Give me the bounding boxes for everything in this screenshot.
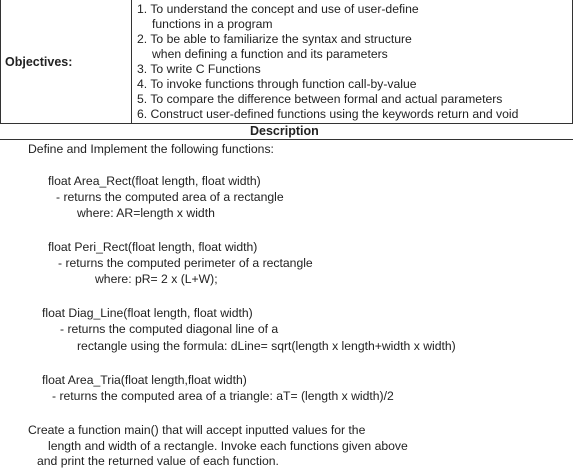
function-2-signature: float Peri_Rect(float length, float width) — [48, 240, 258, 254]
objective-3: 3. To write C Functions — [137, 62, 261, 76]
function-3-signature: float Diag_Line(float length, float width) — [42, 306, 253, 320]
function-1-where: where: AR=length x width — [77, 206, 215, 220]
description-heading: Description — [250, 124, 319, 138]
objective-4: 4. To invoke functions through function call-by-value — [137, 77, 417, 91]
function-3-where: rectangle using the formula: dLine= sqrt(length x length+width x width) — [77, 339, 456, 353]
function-1-signature: float Area_Rect(float length, float width) — [48, 174, 261, 188]
function-3-returns: - returns the computed diagonal line of a — [60, 322, 279, 336]
objective-6: 6. Construct user-defined functions using the keywords return and void — [137, 107, 519, 121]
objective-5: 5. To compare the difference between formal and actual parameters — [137, 92, 503, 106]
function-4-signature: float Area_Tria(float length,float width) — [42, 373, 247, 387]
table-left-border — [0, 0, 1, 124]
description-bottom-border — [0, 139, 573, 140]
function-1-returns: - returns the computed area of a rectangle — [56, 190, 284, 204]
objective-1-line-1: 1. To understand the concept and use of user-define — [137, 2, 419, 16]
objective-2-line-1: 2. To be able to familiarize the syntax and structure — [137, 32, 412, 46]
function-2-where: where: pR= 2 x (L+W); — [95, 272, 218, 286]
objectives-label: Objectives: — [5, 55, 73, 69]
function-2-returns: - returns the computed perimeter of a rectangle — [58, 256, 313, 270]
objective-1-line-2: functions in a program — [152, 17, 273, 31]
closing-line-3: and print the returned value of each function. — [37, 454, 279, 468]
objective-2-line-2: when defining a function and its parameters — [152, 47, 388, 61]
closing-line-1: Create a function main() that will accept inputted values for the — [28, 423, 366, 437]
function-4-returns: - returns the computed area of a triangle: aT= (length x width)/2 — [52, 389, 394, 403]
description-intro: Define and Implement the following functions: — [28, 142, 274, 156]
table-divider — [131, 0, 132, 124]
closing-line-2: length and width of a rectangle. Invoke each functions given above — [48, 439, 408, 453]
